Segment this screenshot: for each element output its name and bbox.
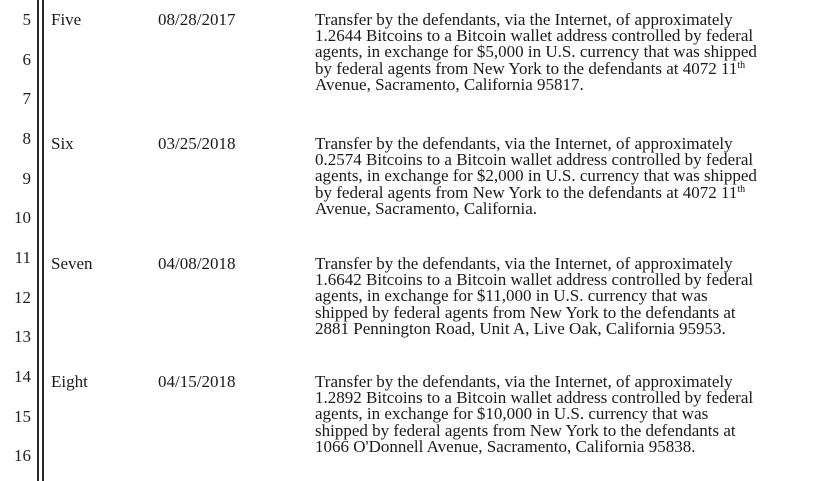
description-line: Transfer by the defendants, via the Internet, of approximately xyxy=(315,10,733,29)
description-line: shipped by federal agents from New York to the defendants at xyxy=(315,420,736,440)
description-line: shipped by federal agents from New York to the defendants at xyxy=(315,302,736,322)
description-line: 1066 O'Donnell Avenue, Sacramento, California 95838. xyxy=(315,436,696,456)
description-line: agents, in exchange for $10,000 in U.S. currency that was xyxy=(315,404,709,424)
count-label: Eight xyxy=(51,372,88,391)
line-number: 6 xyxy=(22,50,31,69)
description-line: agents, in exchange for $2,000 in U.S. currency that was shipped xyxy=(315,166,757,186)
line-number: 9 xyxy=(22,169,31,188)
count-label: Five xyxy=(51,10,82,29)
line-number: 5 xyxy=(22,10,31,29)
description-line: 1.6642 Bitcoins to a Bitcoin wallet address controlled by federal xyxy=(315,270,754,290)
description-line-text: by federal agents from New York to the defendants at 4072 11 xyxy=(315,58,738,78)
count-label: Six xyxy=(51,134,74,153)
description-line: Avenue, Sacramento, California 95817. xyxy=(315,74,584,94)
line-number: 8 xyxy=(22,129,31,148)
ordinal-suffix: th xyxy=(737,59,746,71)
description-line: 1.2644 Bitcoins to a Bitcoin wallet address controlled by federal xyxy=(315,26,754,46)
description-line: agents, in exchange for $5,000 in U.S. currency that was shipped xyxy=(315,42,757,62)
description-line: 2881 Pennington Road, Unit A, Live Oak, California 95953. xyxy=(315,318,726,338)
transfer-date: 04/08/2018 xyxy=(158,254,236,273)
transfer-description xyxy=(315,12,820,93)
line-number: 14 xyxy=(14,367,31,386)
left-margin-rule xyxy=(37,0,39,481)
line-number: 13 xyxy=(14,327,31,346)
line-number: 12 xyxy=(14,288,31,307)
left-margin-rule-inner xyxy=(42,0,44,481)
line-number: 15 xyxy=(14,407,31,426)
description-line: Transfer by the defendants, via the Internet, of approximately xyxy=(315,254,733,273)
count-label: Seven xyxy=(51,254,93,273)
description-line: Avenue, Sacramento, California. xyxy=(315,198,538,218)
transfer-description xyxy=(315,374,820,455)
line-number: 16 xyxy=(14,446,31,465)
line-number: 11 xyxy=(14,248,31,267)
transfer-description xyxy=(315,136,820,217)
transfer-description xyxy=(315,256,820,337)
description-line-text: by federal agents from New York to the defendants at 4072 11 xyxy=(315,182,738,202)
line-number: 10 xyxy=(14,208,31,227)
transfer-date: 08/28/2017 xyxy=(158,10,236,29)
transfer-date: 03/25/2018 xyxy=(158,134,236,153)
description-line: 0.2574 Bitcoins to a Bitcoin wallet address controlled by federal xyxy=(315,150,754,170)
description-line: 1.2892 Bitcoins to a Bitcoin wallet address controlled by federal xyxy=(315,388,754,408)
description-line: Transfer by the defendants, via the Internet, of approximately xyxy=(315,134,733,153)
ordinal-suffix: th xyxy=(737,183,746,195)
transfer-date: 04/15/2018 xyxy=(158,372,236,391)
description-line: agents, in exchange for $11,000 in U.S. currency that was xyxy=(315,286,708,306)
description-line: Transfer by the defendants, via the Internet, of approximately xyxy=(315,372,733,391)
line-number: 7 xyxy=(22,89,31,108)
